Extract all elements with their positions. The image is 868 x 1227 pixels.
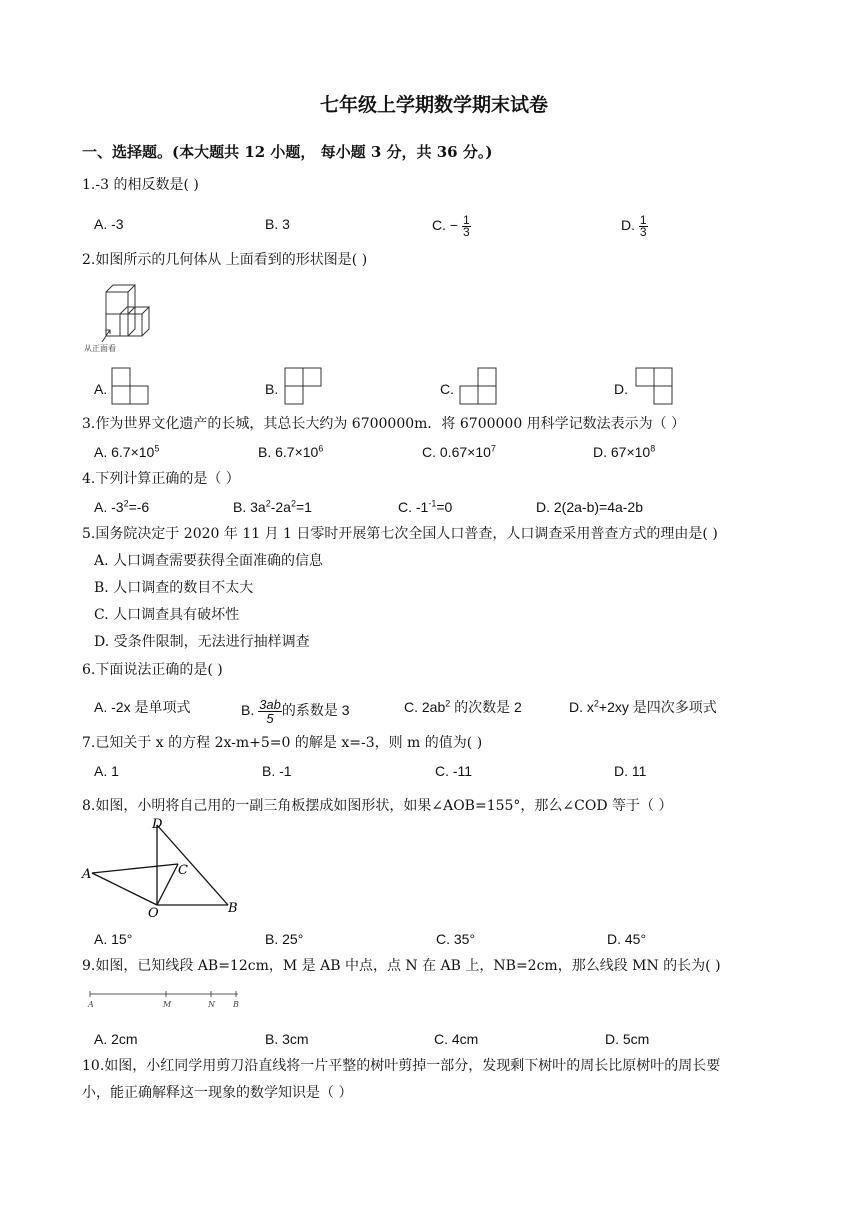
q6-option-d: D. $x^2+2xy$ 是四次多项式 (569, 698, 717, 715)
q5-option-c: C. 人口调查具有破坏性 (94, 607, 240, 623)
q4-option-a: A. $-3^2=-6$ (94, 498, 150, 515)
q9-segment-figure (84, 988, 246, 1012)
q4-option-d: D. 2(2a-b)=4a-2b (536, 499, 644, 515)
page-title: 七年级上学期数学期末试卷 (319, 94, 548, 116)
q9-label-a: A (88, 1000, 94, 1009)
q2-option-d: D. (614, 381, 628, 397)
q8-stem: 8.如图，小明将自己用的一副三角板摆成如图形状，如果∠AOB=155°，那么∠COD 等于（ ） (82, 798, 673, 814)
q1-option-c: C. − $\frac{1}{3}$ (432, 213, 470, 239)
q8-option-c: C. 35° (436, 931, 476, 947)
q8-triangle-figure (80, 812, 245, 922)
q6-option-b: B. $\frac{3ab}{5}$ 的系数是 3 (241, 697, 350, 726)
q2-option-c-shape (458, 367, 502, 407)
q10-stem-line1: 10.如图，小红同学用剪刀沿直线将一片平整的树叶剪掉一部分，发现剩下树叶的周长比原树叶的周长要 (82, 1058, 721, 1074)
q6-option-a: A. -2x 是单项式 (94, 699, 191, 715)
q2-option-c: C. (440, 381, 454, 397)
q9-label-b: B (233, 1000, 239, 1009)
q4-stem: 4.下列计算正确的是（ ） (82, 471, 240, 487)
q9-label-m: M (163, 1000, 172, 1009)
q6-stem: 6.下面说法正确的是( ) (82, 662, 223, 678)
q1-minus-sign: − (449, 217, 459, 234)
q7-stem: 7.已知关于 x 的方程 2x-m+5=0 的解是 x=-3，则 m 的值为( ) (82, 735, 483, 751)
q2-option-b: B. (265, 381, 279, 397)
q9-option-c: C. 4cm (434, 1031, 479, 1047)
q7-option-d: D. 11 (614, 763, 647, 779)
q5-stem: 5.国务院决定于 2020 年 11 月 1 日零时开展第七次全国人口普查，人口调查采用普查方式的理由是( ) (82, 526, 718, 542)
q9-stem: 9.如图，已知线段 AB=12cm，M 是 AB 中点，点 N 在 AB 上，NB=2cm，那么线段 MN 的长为( ) (82, 958, 721, 974)
q9-label-n: N (208, 1000, 215, 1009)
q2-option-a-shape (110, 367, 154, 407)
q1-fraction-c: $\frac{1}{3}$ (462, 213, 470, 239)
q3-option-a: A. $6.7\times 10^5$ (94, 443, 160, 460)
q10-stem-line2: 小，能正确解释这一现象的数学知识是（ ） (82, 1085, 353, 1101)
q1-option-d: D. $\frac{1}{3}$ (621, 213, 647, 239)
q1-option-b: B. 3 (265, 216, 290, 232)
q2-option-d-shape (634, 367, 678, 407)
q2-figure-label: 从正面看 (84, 344, 116, 353)
q9-option-b: B. 3cm (265, 1031, 309, 1047)
q4-option-b: B. $3a^2-2a^2=1$ (233, 498, 312, 515)
q6-fraction: $\frac{3ab}{5}$ (259, 697, 281, 726)
q8-label-d: D (152, 817, 163, 832)
q8-label-a: A (82, 867, 92, 882)
q7-option-c: C. -11 (435, 763, 473, 779)
q5-option-a: A. 人口调查需要获得全面准确的信息 (94, 553, 324, 569)
q8-label-o: O (148, 906, 159, 921)
q3-option-b: B. $6.7\times 10^6$ (258, 443, 324, 460)
q8-option-a: A. 15° (94, 931, 133, 947)
q1-fraction-d: $\frac{1}{3}$ (639, 213, 647, 239)
q8-option-b: B. 25° (265, 931, 304, 947)
q1-stem: 1.-3 的相反数是( ) (82, 177, 199, 193)
q6-option-c: C. $2ab^2$ 的次数是 2 (404, 698, 522, 715)
q3-option-c: C. $0.67\times 10^7$ (422, 443, 496, 460)
q7-option-b: B. -1 (262, 763, 292, 779)
q4-option-c: C. $-1^{-1}=0$ (398, 498, 453, 515)
q2-solid-figure (80, 280, 170, 355)
q2-stem: 2.如图所示的几何体从 上面看到的形状图是( ) (82, 252, 368, 268)
q9-option-d: D. 5cm (605, 1031, 650, 1047)
q3-option-d: D. $67\times 10^8$ (593, 443, 656, 460)
q3-stem: 3.作为世界文化遗产的长城，其总长大约为 6700000m．将 6700000 用科学记数法表示为（ ） (82, 416, 686, 432)
q8-option-d: D. 45° (607, 931, 647, 947)
q2-option-a: A. (94, 381, 108, 397)
q7-option-a: A. 1 (94, 763, 119, 779)
q5-option-b: B. 人口调查的数目不太大 (94, 580, 254, 596)
q8-label-c: C (178, 863, 188, 878)
section-heading: 一、选择题。(本大题共 12 小题， 每小题 3 分，共 36 分。) (82, 143, 493, 161)
q1-option-a: A. -3 (94, 216, 124, 232)
q2-option-b-shape (283, 367, 327, 407)
q5-option-d: D. 受条件限制，无法进行抽样调查 (94, 634, 310, 650)
q8-label-b: B (228, 901, 238, 916)
q9-option-a: A. 2cm (94, 1031, 138, 1047)
